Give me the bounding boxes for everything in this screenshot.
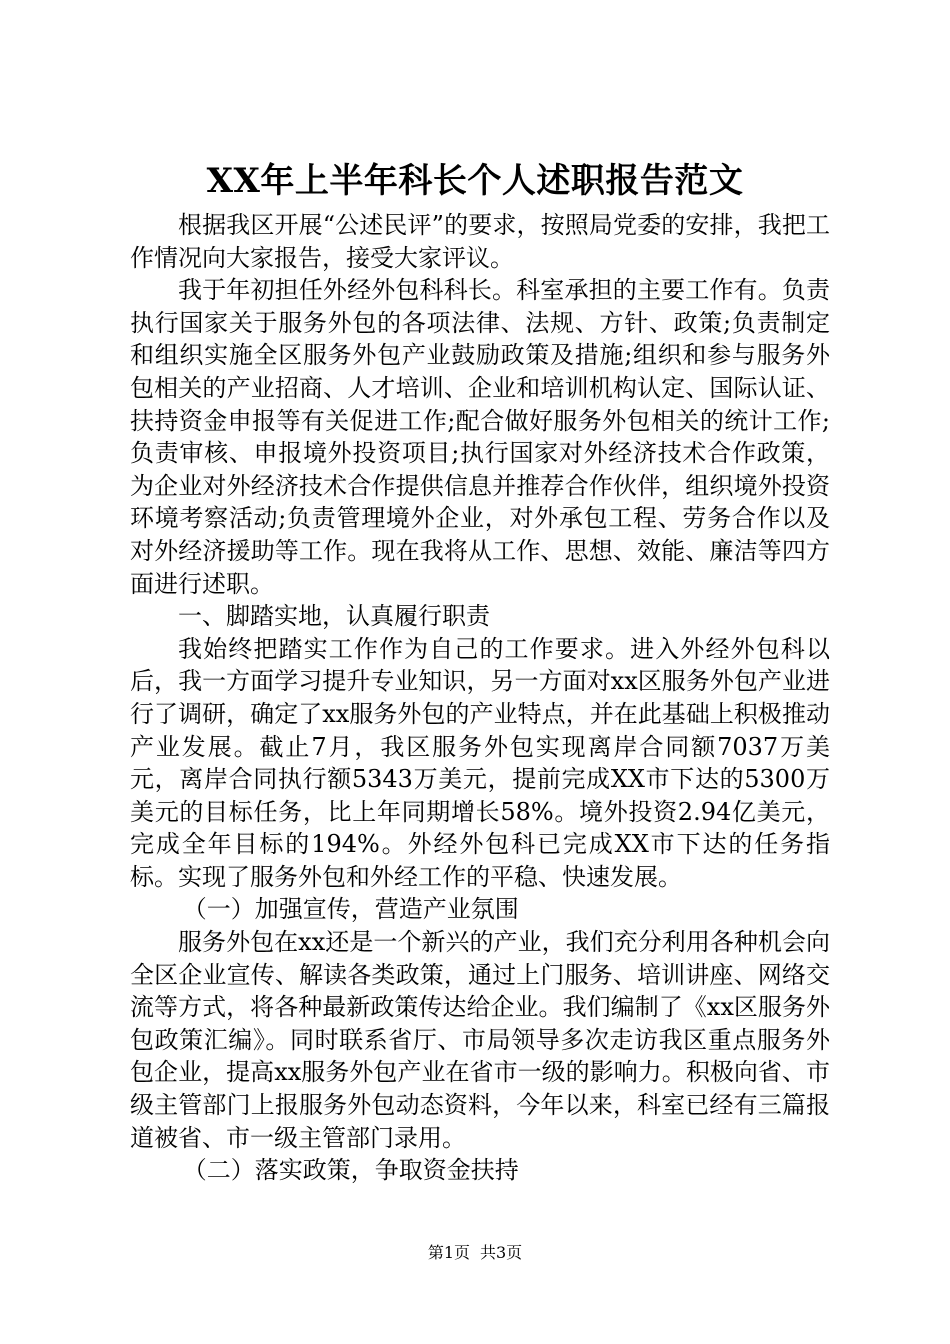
page-number: 第1页 — [427, 1243, 470, 1262]
paragraph-work-results: 我始终把踏实工作作为自己的工作要求。进入外经外包科以后，我一方面学习提升专业知识，另一方面对xx区服务外包产业进行了调研，确定了xx服务外包的产业特点，并在此基础上积极推动产业发展。截止7月，我区服务外包实现离岸合同额7037万美元，离岸合同执行额5343万美元，提前完成XX市下达的5300万美元的目标任务，比上年同期增长58%。境外投资2.94亿美元，完成全年目标的194%。外经外包科已完成XX市下达的任务指标。实现了服务外包和外经工作的平稳、快速发展。 — [130, 634, 830, 891]
document-body — [130, 209, 830, 1187]
document-title: XX年上半年科长个人述职报告范文 — [206, 161, 744, 201]
subsection-heading-2: （二）落实政策，争取资金扶持 — [182, 1156, 519, 1185]
page-footer — [0, 1243, 950, 1263]
section-heading-1: 一、脚踏实地，认真履行职责 — [178, 602, 490, 631]
paragraph-intro: 根据我区开展“公述民评”的要求，按照局党委的安排，我把工作情况向大家报告，接受大家评议。 — [130, 211, 830, 272]
paragraph-publicity: 服务外包在xx还是一个新兴的产业，我们充分利用各种机会向全区企业宣传、解读各类政策，通过上门服务、培训讲座、网络交流等方式，将各种最新政策传达给企业。我们编制了《xx区服务外包政策汇编》。同时联系省厅、市局领导多次走访我区重点服务外包企业，提高xx服务外包产业在省市一级的影响力。积极向省、市级主管部门上报服务外包动态资料，今年以来，科室已经有三篇报道被省、市一级主管部门录用。 — [130, 928, 830, 1152]
page-total: 共3页 — [480, 1243, 523, 1262]
paragraph-duties: 我于年初担任外经外包科科长。科室承担的主要工作有。负责执行国家关于服务外包的各项法律、法规、方针、政策;负责制定和组织实施全区服务外包产业鼓励政策及措施;组织和参与服务外包相关的产业招商、人才培训、企业和培训机构认定、国际认证、扶持资金申报等有关促进工作;配合做好服务外包相关的统计工作;负责审核、申报境外投资项目;执行国家对外经济技术合作政策，为企业对外经济技术合作提供信息并推荐合作伙伴，组织境外投资环境考察活动;负责管理境外企业，对外承包工程、劳务合作以及对外经济援助等工作。现在我将从工作、思想、效能、廉洁等四方面进行述职。 — [130, 276, 830, 598]
subsection-heading-1: （一）加强宣传，营造产业氛围 — [182, 895, 519, 924]
